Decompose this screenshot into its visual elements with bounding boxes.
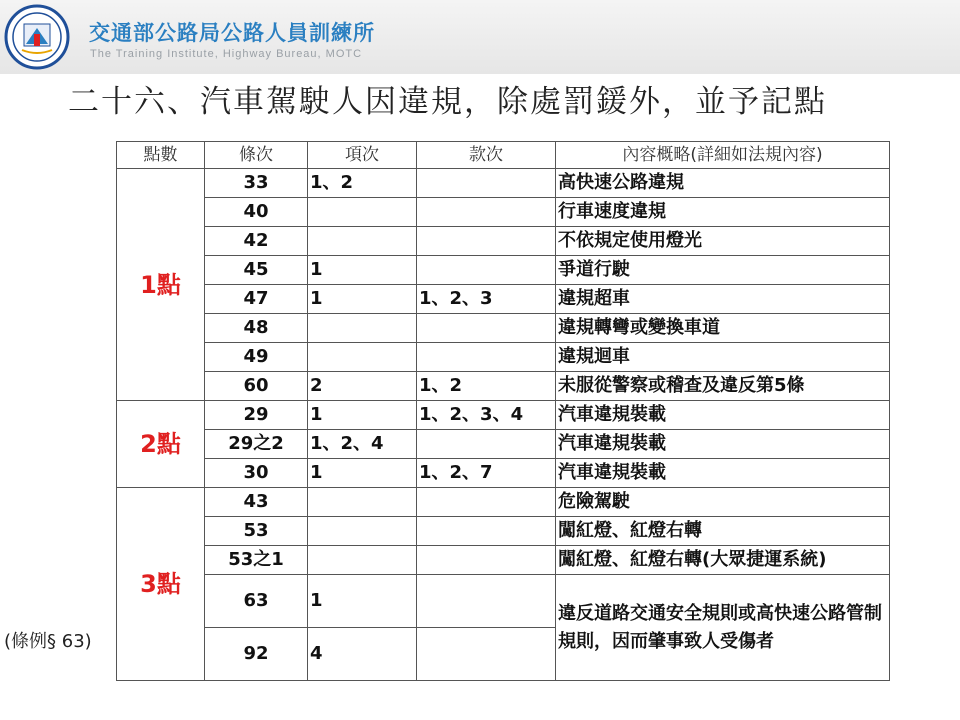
table-row xyxy=(117,575,890,628)
article-cell: 43 xyxy=(205,488,308,517)
content-cell: 行車速度違規 xyxy=(556,198,890,227)
item-cell: 1 xyxy=(308,459,417,488)
org-name-cn: 交通部公路局公路人員訓練所 xyxy=(89,21,375,45)
article-cell: 29 xyxy=(205,401,308,430)
header-content: 內容概略(詳細如法規內容) xyxy=(556,142,890,169)
content-cell: 未服從警察或稽查及違反第5條 xyxy=(556,372,890,401)
clause-cell xyxy=(417,517,556,546)
table-row xyxy=(117,227,890,256)
item-cell xyxy=(308,517,417,546)
table-row xyxy=(117,285,890,314)
content-cell: 違規迴車 xyxy=(556,343,890,372)
item-cell xyxy=(308,546,417,575)
clause-cell: 1、2、7 xyxy=(417,459,556,488)
points-2: 2點 xyxy=(117,401,205,488)
item-cell: 1、2、4 xyxy=(308,430,417,459)
header-bar xyxy=(0,0,960,74)
header-clause: 款次 xyxy=(417,142,556,169)
org-name-en: The Training Institute, Highway Bureau, MOTC xyxy=(90,48,363,60)
item-cell xyxy=(308,198,417,227)
clause-cell: 1、2 xyxy=(417,372,556,401)
clause-cell xyxy=(417,198,556,227)
clause-cell xyxy=(417,227,556,256)
article-cell: 49 xyxy=(205,343,308,372)
content-cell: 闖紅燈、紅燈右轉 xyxy=(556,517,890,546)
table-row xyxy=(117,169,890,198)
institute-logo xyxy=(4,4,70,70)
article-cell: 47 xyxy=(205,285,308,314)
statute-footnote: (條例§ 63) xyxy=(4,631,92,652)
article-cell: 45 xyxy=(205,256,308,285)
clause-cell: 1、2、3 xyxy=(417,285,556,314)
item-cell xyxy=(308,227,417,256)
clause-cell xyxy=(417,546,556,575)
content-cell: 高快速公路違規 xyxy=(556,169,890,198)
article-cell: 60 xyxy=(205,372,308,401)
item-cell: 1 xyxy=(308,575,417,628)
article-cell: 48 xyxy=(205,314,308,343)
item-cell: 1 xyxy=(308,285,417,314)
article-cell: 53之1 xyxy=(205,546,308,575)
content-cell: 汽車違規裝載 xyxy=(556,459,890,488)
item-cell: 1 xyxy=(308,401,417,430)
table-row xyxy=(117,314,890,343)
article-cell: 33 xyxy=(205,169,308,198)
clause-cell xyxy=(417,343,556,372)
table-row xyxy=(117,488,890,517)
article-cell: 40 xyxy=(205,198,308,227)
article-cell: 53 xyxy=(205,517,308,546)
article-cell: 63 xyxy=(205,575,308,628)
clause-cell xyxy=(417,169,556,198)
article-cell: 92 xyxy=(205,628,308,681)
content-cell: 爭道行駛 xyxy=(556,256,890,285)
table-row xyxy=(117,198,890,227)
table-row xyxy=(117,517,890,546)
table-row xyxy=(117,372,890,401)
table-row xyxy=(117,401,890,430)
article-cell: 29之2 xyxy=(205,430,308,459)
item-cell xyxy=(308,343,417,372)
points-3: 3點 xyxy=(117,488,205,681)
content-cell: 危險駕駛 xyxy=(556,488,890,517)
clause-cell: 1、2、3、4 xyxy=(417,401,556,430)
table-row xyxy=(117,546,890,575)
clause-cell xyxy=(417,256,556,285)
item-cell: 4 xyxy=(308,628,417,681)
article-cell: 42 xyxy=(205,227,308,256)
penalty-points-table xyxy=(116,141,890,681)
table-row xyxy=(117,430,890,459)
item-cell: 1、2 xyxy=(308,169,417,198)
content-cell: 汽車違規裝載 xyxy=(556,401,890,430)
header-points: 點數 xyxy=(117,142,205,169)
points-1: 1點 xyxy=(117,169,205,401)
item-cell xyxy=(308,488,417,517)
table-row xyxy=(117,343,890,372)
content-cell: 違反道路交通安全規則或高快速公路管制規則，因而肇事致人受傷者 xyxy=(556,575,890,681)
content-cell: 汽車違規裝載 xyxy=(556,430,890,459)
content-cell: 違規轉彎或變換車道 xyxy=(556,314,890,343)
clause-cell xyxy=(417,314,556,343)
item-cell: 1 xyxy=(308,256,417,285)
content-cell: 闖紅燈、紅燈右轉(大眾捷運系統) xyxy=(556,546,890,575)
clause-cell xyxy=(417,575,556,628)
item-cell xyxy=(308,314,417,343)
table-row xyxy=(117,256,890,285)
clause-cell xyxy=(417,488,556,517)
content-cell: 不依規定使用燈光 xyxy=(556,227,890,256)
header-article: 條次 xyxy=(205,142,308,169)
item-cell: 2 xyxy=(308,372,417,401)
clause-cell xyxy=(417,628,556,681)
table-row xyxy=(117,459,890,488)
article-cell: 30 xyxy=(205,459,308,488)
page-title: 二十六、汽車駕駛人因違規，除處罰鍰外，並予記點 xyxy=(68,84,827,120)
table-header-row xyxy=(117,142,890,169)
header-item: 項次 xyxy=(308,142,417,169)
clause-cell xyxy=(417,430,556,459)
content-cell: 違規超車 xyxy=(556,285,890,314)
